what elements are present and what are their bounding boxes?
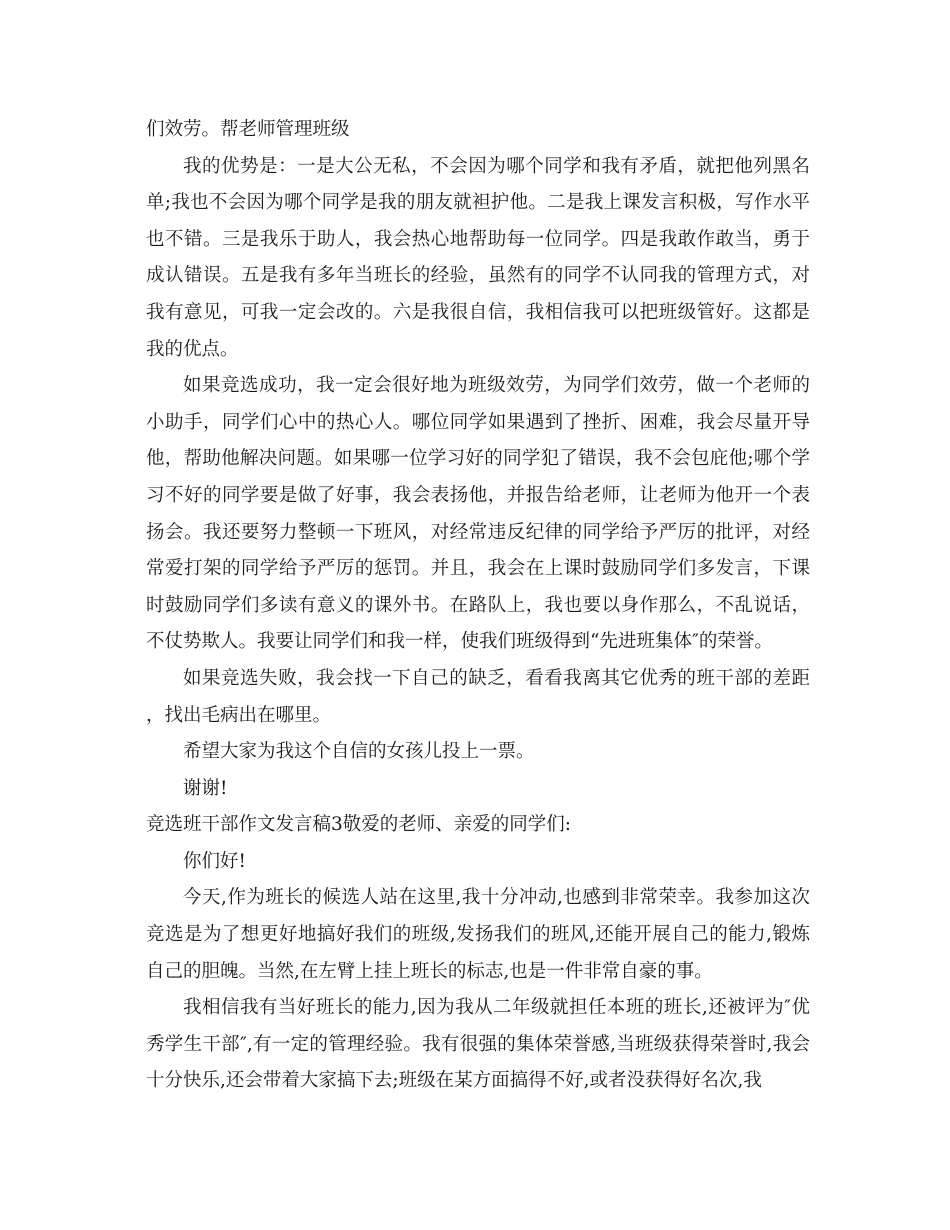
paragraph-3: 如果竞选成功，我一定会很好地为班级效劳，为同学们效劳，做一个老师的小助手，同学们心中的热心人。哪位同学如果遇到了挫折、困难，我会尽量开导他，帮助他解决问题。如果哪一位学习好的同学犯了错误，我不会包庇他;哪个学习不好的同学要是做了好事，我会表扬他，并报告给老师，让老师为他开一个表扬会。我还要努力整顿一下班风，对经常违反纪律的同学给予严厉的批评，对经常爱打架的同学给予严厉的惩罚。并且，我会在上课时鼓励同学们多发言，下课时鼓励同学们多读有意义的课外书。在路队上，我也要以身作那么，不乱说话，不仗势欺人。我要让同学们和我一样，使我们班级得到“先进班集体″的荣誉。	[146, 375, 810, 653]
paragraph-6: 谢谢!	[183, 777, 228, 799]
paragraph-5: 希望大家为我这个自信的女孩儿投上一票。	[183, 741, 535, 763]
document-body	[146, 112, 810, 1100]
paragraph-9: 今天,作为班长的候选人站在这里,我十分冲动,也感到非常荣幸。我参加这次竞选是为了想更好地搞好我们的班级,发扬我们的班风,还能开展自己的能力,锻炼自己的胆魄。当然,在左臂上挂上班长的标志,也是一件非常自豪的事。	[146, 887, 810, 982]
paragraph-7: 竞选班干部作文发言稿3敬爱的老师、亲爱的同学们:	[146, 814, 572, 836]
paragraph-2: 我的优势是：一是大公无私，不会因为哪个同学和我有矛盾，就把他列黑名单;我也不会因为哪个同学是我的朋友就袒护他。二是我上课发言积极，写作水平也不错。三是我乐于助人，我会热心地帮助每一位同学。四是我敢作敢当，勇于成认错误。五是我有多年当班长的经验，虽然有的同学不认同我的管理方式，对我有意见，可我一定会改的。六是我很自信，我相信我可以把班级管好。这都是我的优点。	[146, 155, 810, 360]
paragraph-1: 们效劳。帮老师管理班级	[146, 119, 350, 140]
paragraph-8: 你们好!	[183, 850, 246, 872]
paragraph-10: 我相信我有当好班长的能力,因为我从二年级就担任本班的班长,还被评为″优秀学生干部″,有一定的管理经验。我有很强的集体荣誉感,当班级获得荣誉时,我会十分快乐,还会带着大家搞下去;班级在某方面搞得不好,或者没获得好名次,我	[146, 997, 810, 1092]
paragraph-4: 如果竞选失败，我会找一下自己的缺乏，看看我离其它优秀的班干部的差距，找出毛病出在哪里。	[146, 667, 810, 726]
